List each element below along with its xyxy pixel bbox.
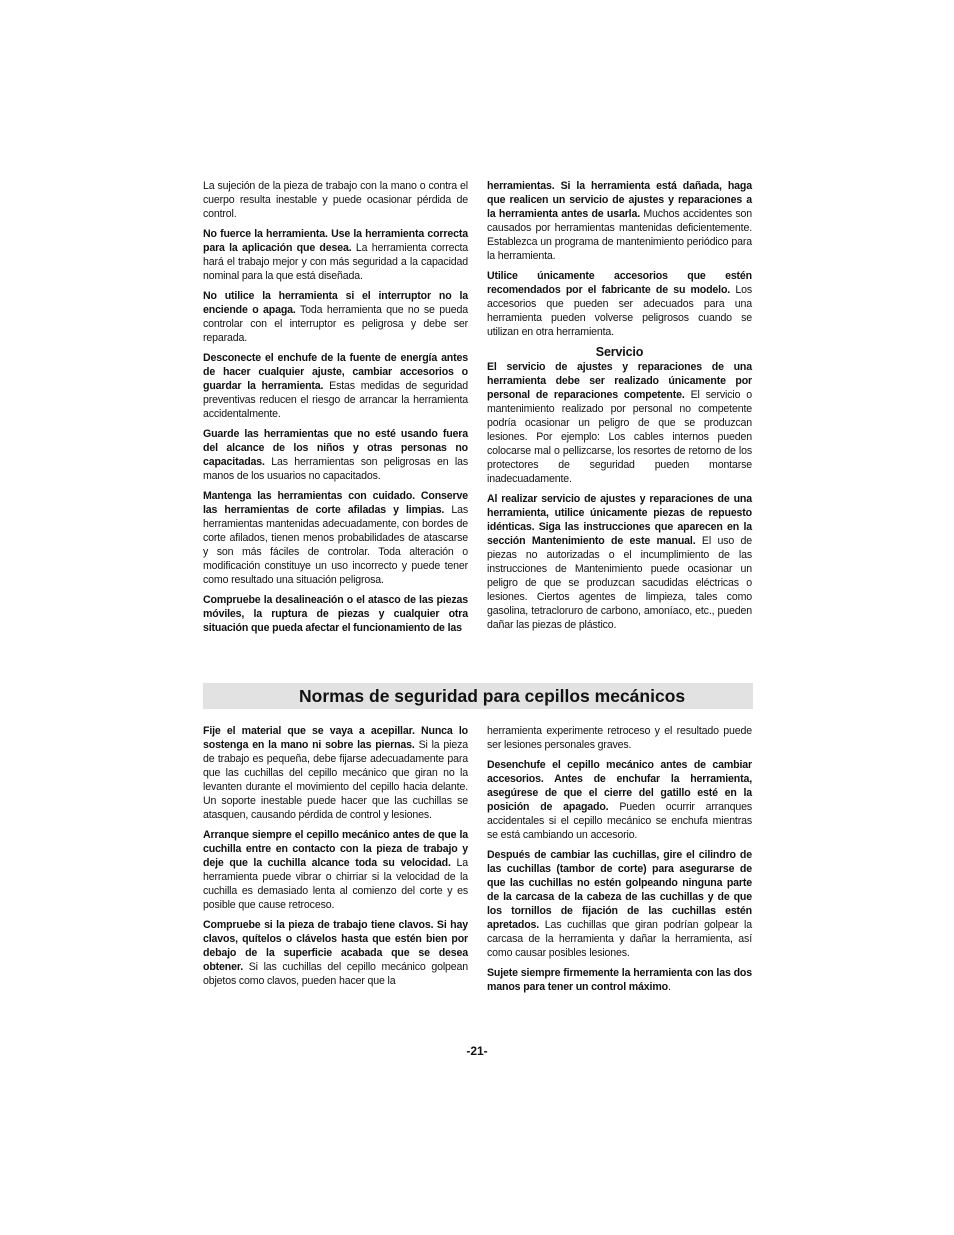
paragraph: Después de cambiar las cuchillas, gire el cilindro de las cuchillas (tambor de corte) para asegurarse de que las cuchillas no estén golpeando ninguna parte de la carcasa de la cabeza de las cuchillas y de que los tornillos de fijación de las cuchillas estén apretados. Las cuchillas que giran podrían golpear la carcasa de la herramienta y dañar la herramienta, así como causar posibles lesiones.: [487, 849, 752, 959]
paragraph: Sujete siempre firmemente la herramienta con las dos manos para tener un control máximo.: [487, 967, 752, 993]
paragraph: Desenchufe el cepillo mecánico antes de cambiar accesorios. Antes de enchufar la herramienta, asegúrese de que el cierre del gatillo esté en la posición de apagado. Pueden ocurrir arranques accidentales si el cepillo mecánico se enchufa mientras se está cambiando un accesorio.: [487, 759, 752, 841]
column-right-bottom: [487, 724, 752, 1000]
section-banner-title: Normas de seguridad para cepillos mecánicos: [203, 683, 753, 709]
paragraph: El servicio de ajustes y reparaciones de una herramienta debe ser realizado únicamente por personal de reparaciones competente. El servicio o mantenimiento realizado por personal no competente podría ocasionar un peligro de que se produzcan lesiones. Por ejemplo: Los cables internos pueden colocarse mal o pellizcarse, los resortes de retorno de los protectores de seguridad pueden montarse inadecuadamente.: [487, 361, 752, 485]
page-number: -21-: [466, 1044, 488, 1058]
column-left-bottom: [203, 724, 468, 994]
paragraph: Guarde las herramientas que no esté usando fuera del alcance de los niños y otras personas no capacitadas. Las herramientas son peligrosas en las manos de los usuarios no capacitados.: [203, 428, 468, 482]
paragraph: Mantenga las herramientas con cuidado. Conserve las herramientas de corte afiladas y limpias. Las herramientas mantenidas adecuadamente, con bordes de corte afilados, tienen menos probabilidades de atascarse y son más fáciles de controlar. Toda alteración o modificación constituye un uso incorrecto y puede tener como resultado una situación peligrosa.: [203, 490, 468, 586]
column-right-top: [487, 179, 752, 638]
paragraph: herramienta experimente retroceso y el resultado puede ser lesiones personales graves.: [487, 725, 752, 751]
section-heading-servicio: Servicio: [595, 345, 644, 359]
paragraph: herramientas. Si la herramienta está dañada, haga que realicen un servicio de ajustes y reparaciones a la herramienta antes de usarla. Muchos accidentes son causados por herramientas mantenidas deficientemente. Establezca un programa de mantenimiento periódico para la herramienta.: [487, 180, 752, 262]
paragraph: No utilice la herramienta si el interruptor no la enciende o apaga. Toda herramienta que no se pueda controlar con el interruptor es peligrosa y debe ser reparada.: [203, 290, 468, 344]
paragraph: Compruebe la desalineación o el atasco de las piezas móviles, la ruptura de piezas y cualquier otra situación que pueda afectar el funcionamiento de las: [203, 594, 468, 634]
paragraph: Compruebe si la pieza de trabajo tiene clavos. Si hay clavos, quítelos o clávelos hasta que estén bien por debajo de la superficie acabada que se desea obtener. Si las cuchillas del cepillo mecánico golpean objetos como clavos, pueden hacer que la: [203, 919, 468, 987]
paragraph: Desconecte el enchufe de la fuente de energía antes de hacer cualquier ajuste, cambiar accesorios o guardar la herramienta. Estas medidas de seguridad preventivas reducen el riesgo de arrancar la herramienta accidentalmente.: [203, 352, 468, 420]
paragraph: Fije el material que se vaya a acepillar. Nunca lo sostenga en la mano ni sobre las piernas. Si la pieza de trabajo es pequeña, debe fijarse adecuadamente para que las cuchillas del cepillo mecánico que giran no la levanten durante el movimiento del cepillo hacia delante. Un soporte inestable puede hacer que las cuchillas se atasquen, causando pérdida de control y lesiones.: [203, 725, 468, 821]
paragraph: Utilice únicamente accesorios que estén recomendados por el fabricante de su modelo. Los accesorios que pueden ser adecuados para una herramienta pueden volverse peligrosos cuando se utilizan en otra herramienta.: [487, 270, 752, 338]
paragraph: La sujeción de la pieza de trabajo con la mano o contra el cuerpo resulta inestable y puede ocasionar pérdida de control.: [203, 180, 468, 220]
paragraph: Al realizar servicio de ajustes y reparaciones de una herramienta, utilice únicamente piezas de repuesto idénticas. Siga las instrucciones que aparecen en la sección Mantenimiento de este manual. El uso de piezas no autorizadas o el incumplimiento de las instrucciones de Mantenimiento puede ocasionar un peligro de que se produzcan sacudidas eléctricas o lesiones. Ciertos agentes de limpieza, tales como gasolina, tetracloruro de carbono, amoníaco, etc., pueden dañar las piezas de plástico.: [487, 493, 752, 631]
paragraph: Arranque siempre el cepillo mecánico antes de que la cuchilla entre en contacto con la pieza de trabajo y deje que la cuchilla alcance toda su velocidad. La herramienta puede vibrar o chirriar si la velocidad de la cuchilla es demasiado lenta al comienzo del corte y es posible que cause retroceso.: [203, 829, 469, 911]
paragraph: No fuerce la herramienta. Use la herramienta correcta para la aplicación que desea. La herramienta correcta hará el trabajo mejor y con más seguridad a la capacidad nominal para la que está diseñada.: [203, 228, 469, 282]
column-left-top: [203, 179, 468, 641]
